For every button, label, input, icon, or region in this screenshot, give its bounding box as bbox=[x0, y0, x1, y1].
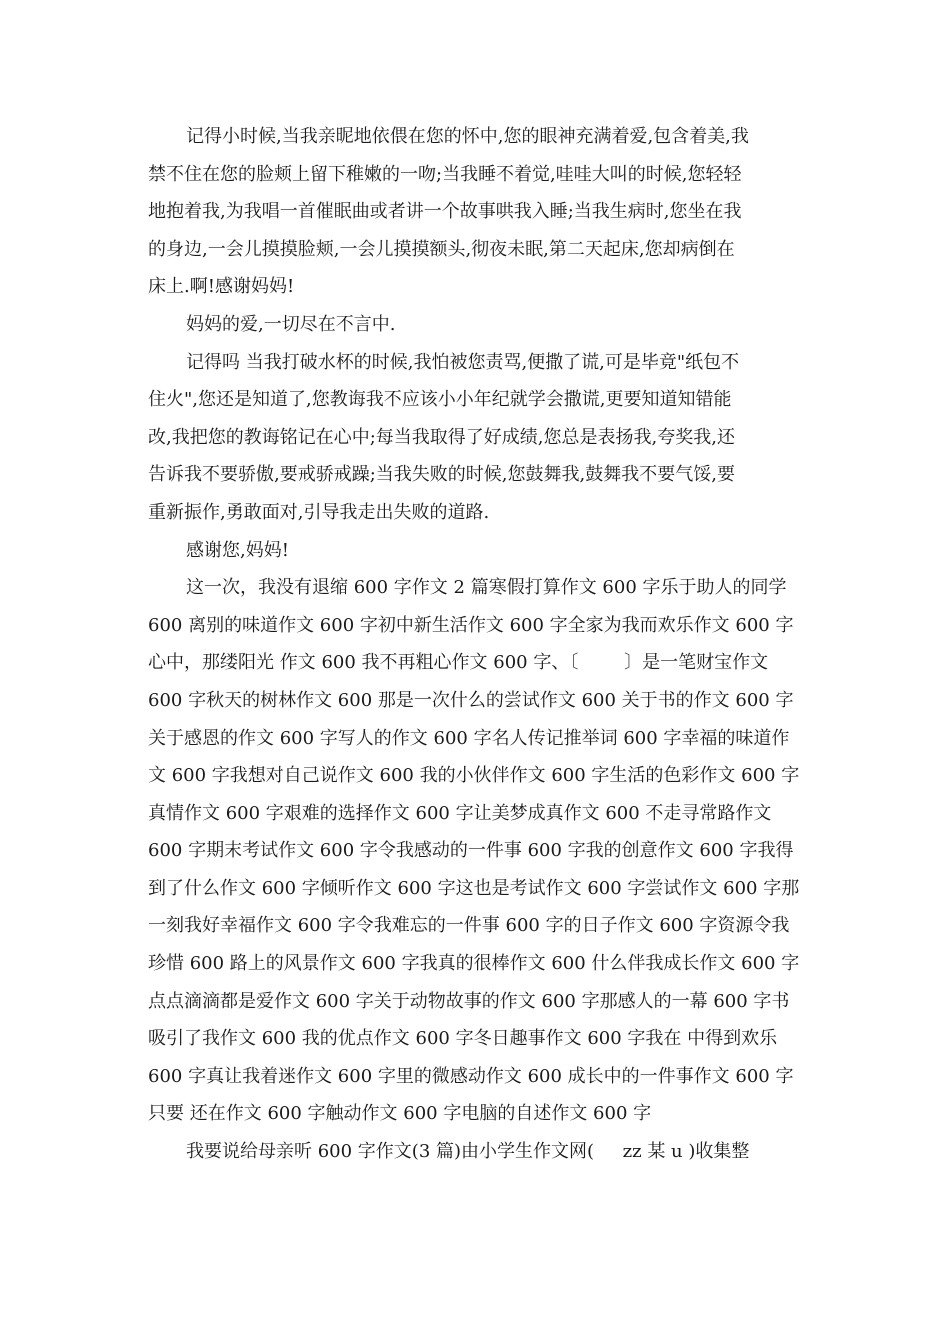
text-line: 文 600 字我想对自己说作文 600 我的小伙伴作文 600 字生活的色彩作文 600 字 bbox=[148, 765, 800, 787]
text-line: 只要 还在作文 600 字触动作文 600 字电脑的自述作文 600 字 bbox=[148, 1103, 652, 1125]
text-line: 我要说给母亲听 600 字作文(3 篇)由小学生作文网( zz 某 u )收集整 bbox=[186, 1141, 750, 1163]
text-line: 600 离别的味道作文 600 字初中新生活作文 600 字全家为我而欢乐作文 600 字 bbox=[148, 614, 794, 636]
text-line: 床上.啊!感谢妈妈! bbox=[148, 276, 295, 298]
text-line: 心中，那缕阳光 作文 600 我不再粗心作文 600 字、〔 〕是一笔财宝作文 bbox=[148, 652, 769, 674]
text-line: 禁不住在您的脸颊上留下稚嫩的一吻;当我睡不着觉,哇哇大叫的时候,您轻轻 bbox=[148, 163, 742, 185]
text-line: 关于感恩的作文 600 字写人的作文 600 字名人传记推举词 600 字幸福的味道作 bbox=[148, 727, 790, 749]
text-line: 记得吗 当我打破水杯的时候,我怕被您责骂,便撒了谎,可是毕竟"纸包不 bbox=[186, 351, 740, 373]
text-line: 改,我把您的教诲铭记在心中;每当我取得了好成绩,您总是表扬我,夸奖我,还 bbox=[148, 426, 735, 448]
text-line: 妈妈的爱,一切尽在不言中. bbox=[186, 313, 396, 335]
text-line: 珍惜 600 路上的风景作文 600 字我真的很棒作文 600 什么伴我成长作文 600 字 bbox=[148, 953, 800, 975]
text-line: 点点滴滴都是爱作文 600 字关于动物故事的作文 600 字那感人的一幕 600 字书 bbox=[148, 990, 790, 1012]
text-line: 地抱着我,为我唱一首催眠曲或者讲一个故事哄我入睡;当我生病时,您坐在我 bbox=[148, 201, 742, 223]
text-line: 告诉我不要骄傲,要戒骄戒躁;当我失败的时候,您鼓舞我,鼓舞我不要气馁,要 bbox=[148, 464, 735, 486]
text-line: 感谢您,妈妈! bbox=[186, 539, 289, 561]
text-line: 600 字期末考试作文 600 字令我感动的一件事 600 字我的创意作文 600 字我得 bbox=[148, 840, 794, 862]
text-line: 的身边,一会儿摸摸脸颊,一会儿摸摸额头,彻夜未眠,第二天起床,您却病倒在 bbox=[148, 238, 735, 260]
document-body bbox=[148, 118, 808, 1171]
text-line: 吸引了我作文 600 我的优点作文 600 字冬日趣事作文 600 字我在 中得到欢乐 bbox=[148, 1028, 778, 1050]
text-line: 600 字秋天的树林作文 600 那是一次什么的尝试作文 600 关于书的作文 600 字 bbox=[148, 689, 794, 711]
text-line: 真情作文 600 字艰难的选择作文 600 字让美梦成真作文 600 不走寻常路作文 bbox=[148, 802, 772, 824]
text-line: 这一次，我没有退缩 600 字作文 2 篇寒假打算作文 600 字乐于助人的同学 bbox=[186, 577, 787, 599]
text-line: 600 字真让我着迷作文 600 字里的微感动作文 600 成长中的一件事作文 600 字 bbox=[148, 1065, 794, 1087]
text-line: 到了什么作文 600 字倾听作文 600 字这也是考试作文 600 字尝试作文 600 字那 bbox=[148, 877, 800, 899]
text-line: 重新振作,勇敢面对,引导我走出失败的道路. bbox=[148, 501, 490, 523]
text-line: 住火",您还是知道了,您教诲我不应该小小年纪就学会撒谎,更要知道知错能 bbox=[148, 389, 732, 411]
text-line: 记得小时候,当我亲昵地依偎在您的怀中,您的眼神充满着爱,包含着美,我 bbox=[186, 126, 749, 147]
text-line: 一刻我好幸福作文 600 字令我难忘的一件事 600 字的日子作文 600 字资源令我 bbox=[148, 915, 790, 937]
